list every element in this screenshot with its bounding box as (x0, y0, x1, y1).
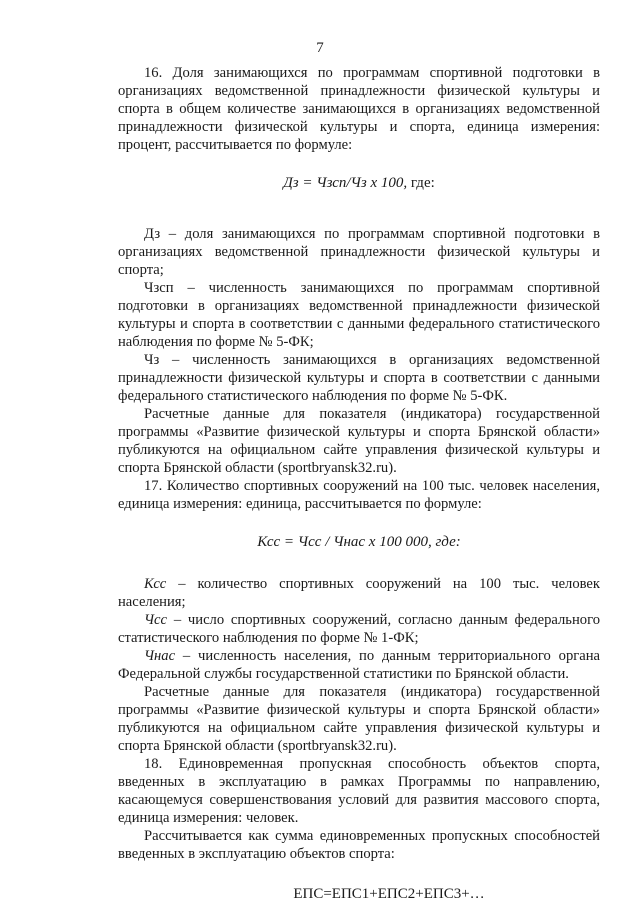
formula-kss: Ксс = Чсс / Чнас х 100 000, где: (257, 534, 461, 550)
item-18-calculation-note: Рассчитывается как сумма единовременных пропускных способностей введенных в эксплуатацию объектов спорта: (118, 828, 600, 862)
page-number: 7 (316, 40, 324, 56)
definition-chss-text: – число спортивных сооружений, согласно данным федерального статистического наблюдения по форме № 1-ФК; (118, 612, 600, 646)
page-content (118, 64, 600, 903)
item-16-paragraph: 16. Доля занимающихся по программам спортивной подготовки в организациях ведомственной принадлежности физической культуры и спорта в общем количестве занимающихся в организациях ведомственной принадлежности физической культуры и спорта, единица измерения: процент, рассчитывается по формуле: (118, 65, 600, 153)
definition-kss-term: Ксс (144, 576, 167, 592)
definition-chnas (118, 647, 600, 683)
item-18-paragraph: 18. Единовременная пропускная способность объектов спорта, введенных в эксплуатацию в рамках Программы по направлению, касающемуся совершенствования условий для развития массового спорта, единица измерения: человек. (118, 756, 600, 826)
definition-kss (118, 575, 600, 611)
definition-chss-term: Чсс (144, 612, 168, 628)
item-16-publication-note: Расчетные данные для показателя (индикатора) государственной программы «Развитие физической культуры и спорта Брянской области» публикуются на официальном сайте управления физической культуры и спорта Брянской области (sportbryansk32.ru). (118, 406, 600, 476)
item-17-paragraph: 17. Количество спортивных сооружений на 100 тыс. человек населения, единица измерения: единица, рассчитывается по формуле: (118, 478, 600, 512)
definition-chzsp: Чзсп – численность занимающихся по программам спортивной подготовки в организациях ведомственной принадлежности физической культуры и спорта в соответствии с данными федерального статистического наблюдения по форме № 5-ФК; (118, 280, 600, 350)
definition-chz: Чз – численность занимающихся в организациях ведомственной принадлежности физической культуры и спорта в соответствии с данными федерального статистического наблюдения по форме № 5-ФК. (118, 352, 600, 404)
formula-dz-tail: где: (407, 175, 435, 191)
formula-dz (118, 174, 600, 192)
definition-dz: Дз – доля занимающихся по программам спортивной подготовки в организациях ведомственной принадлежности физической культуры и спорта; (118, 226, 600, 278)
formula-dz-expression: Дз = Чзсп/Чз х 100, (283, 175, 408, 191)
item-17-publication-note: Расчетные данные для показателя (индикатора) государственной программы «Развитие физической культуры и спорта Брянской области» публикуются на официальном сайте управления физической культуры и спорта Брянской области (sportbryansk32.ru). (118, 684, 600, 754)
definition-kss-text: – количество спортивных сооружений на 100 тыс. человек населения; (118, 576, 600, 610)
definition-chnas-term: Чнас (144, 648, 176, 664)
definition-chnas-text: – численность населения, по данным территориального органа Федеральной службы государственной статистики по Брянской области. (118, 648, 600, 682)
definition-chss (118, 611, 600, 647)
formula-eps: ЕПС=ЕПС1+ЕПС2+ЕПС3+… (293, 886, 485, 902)
